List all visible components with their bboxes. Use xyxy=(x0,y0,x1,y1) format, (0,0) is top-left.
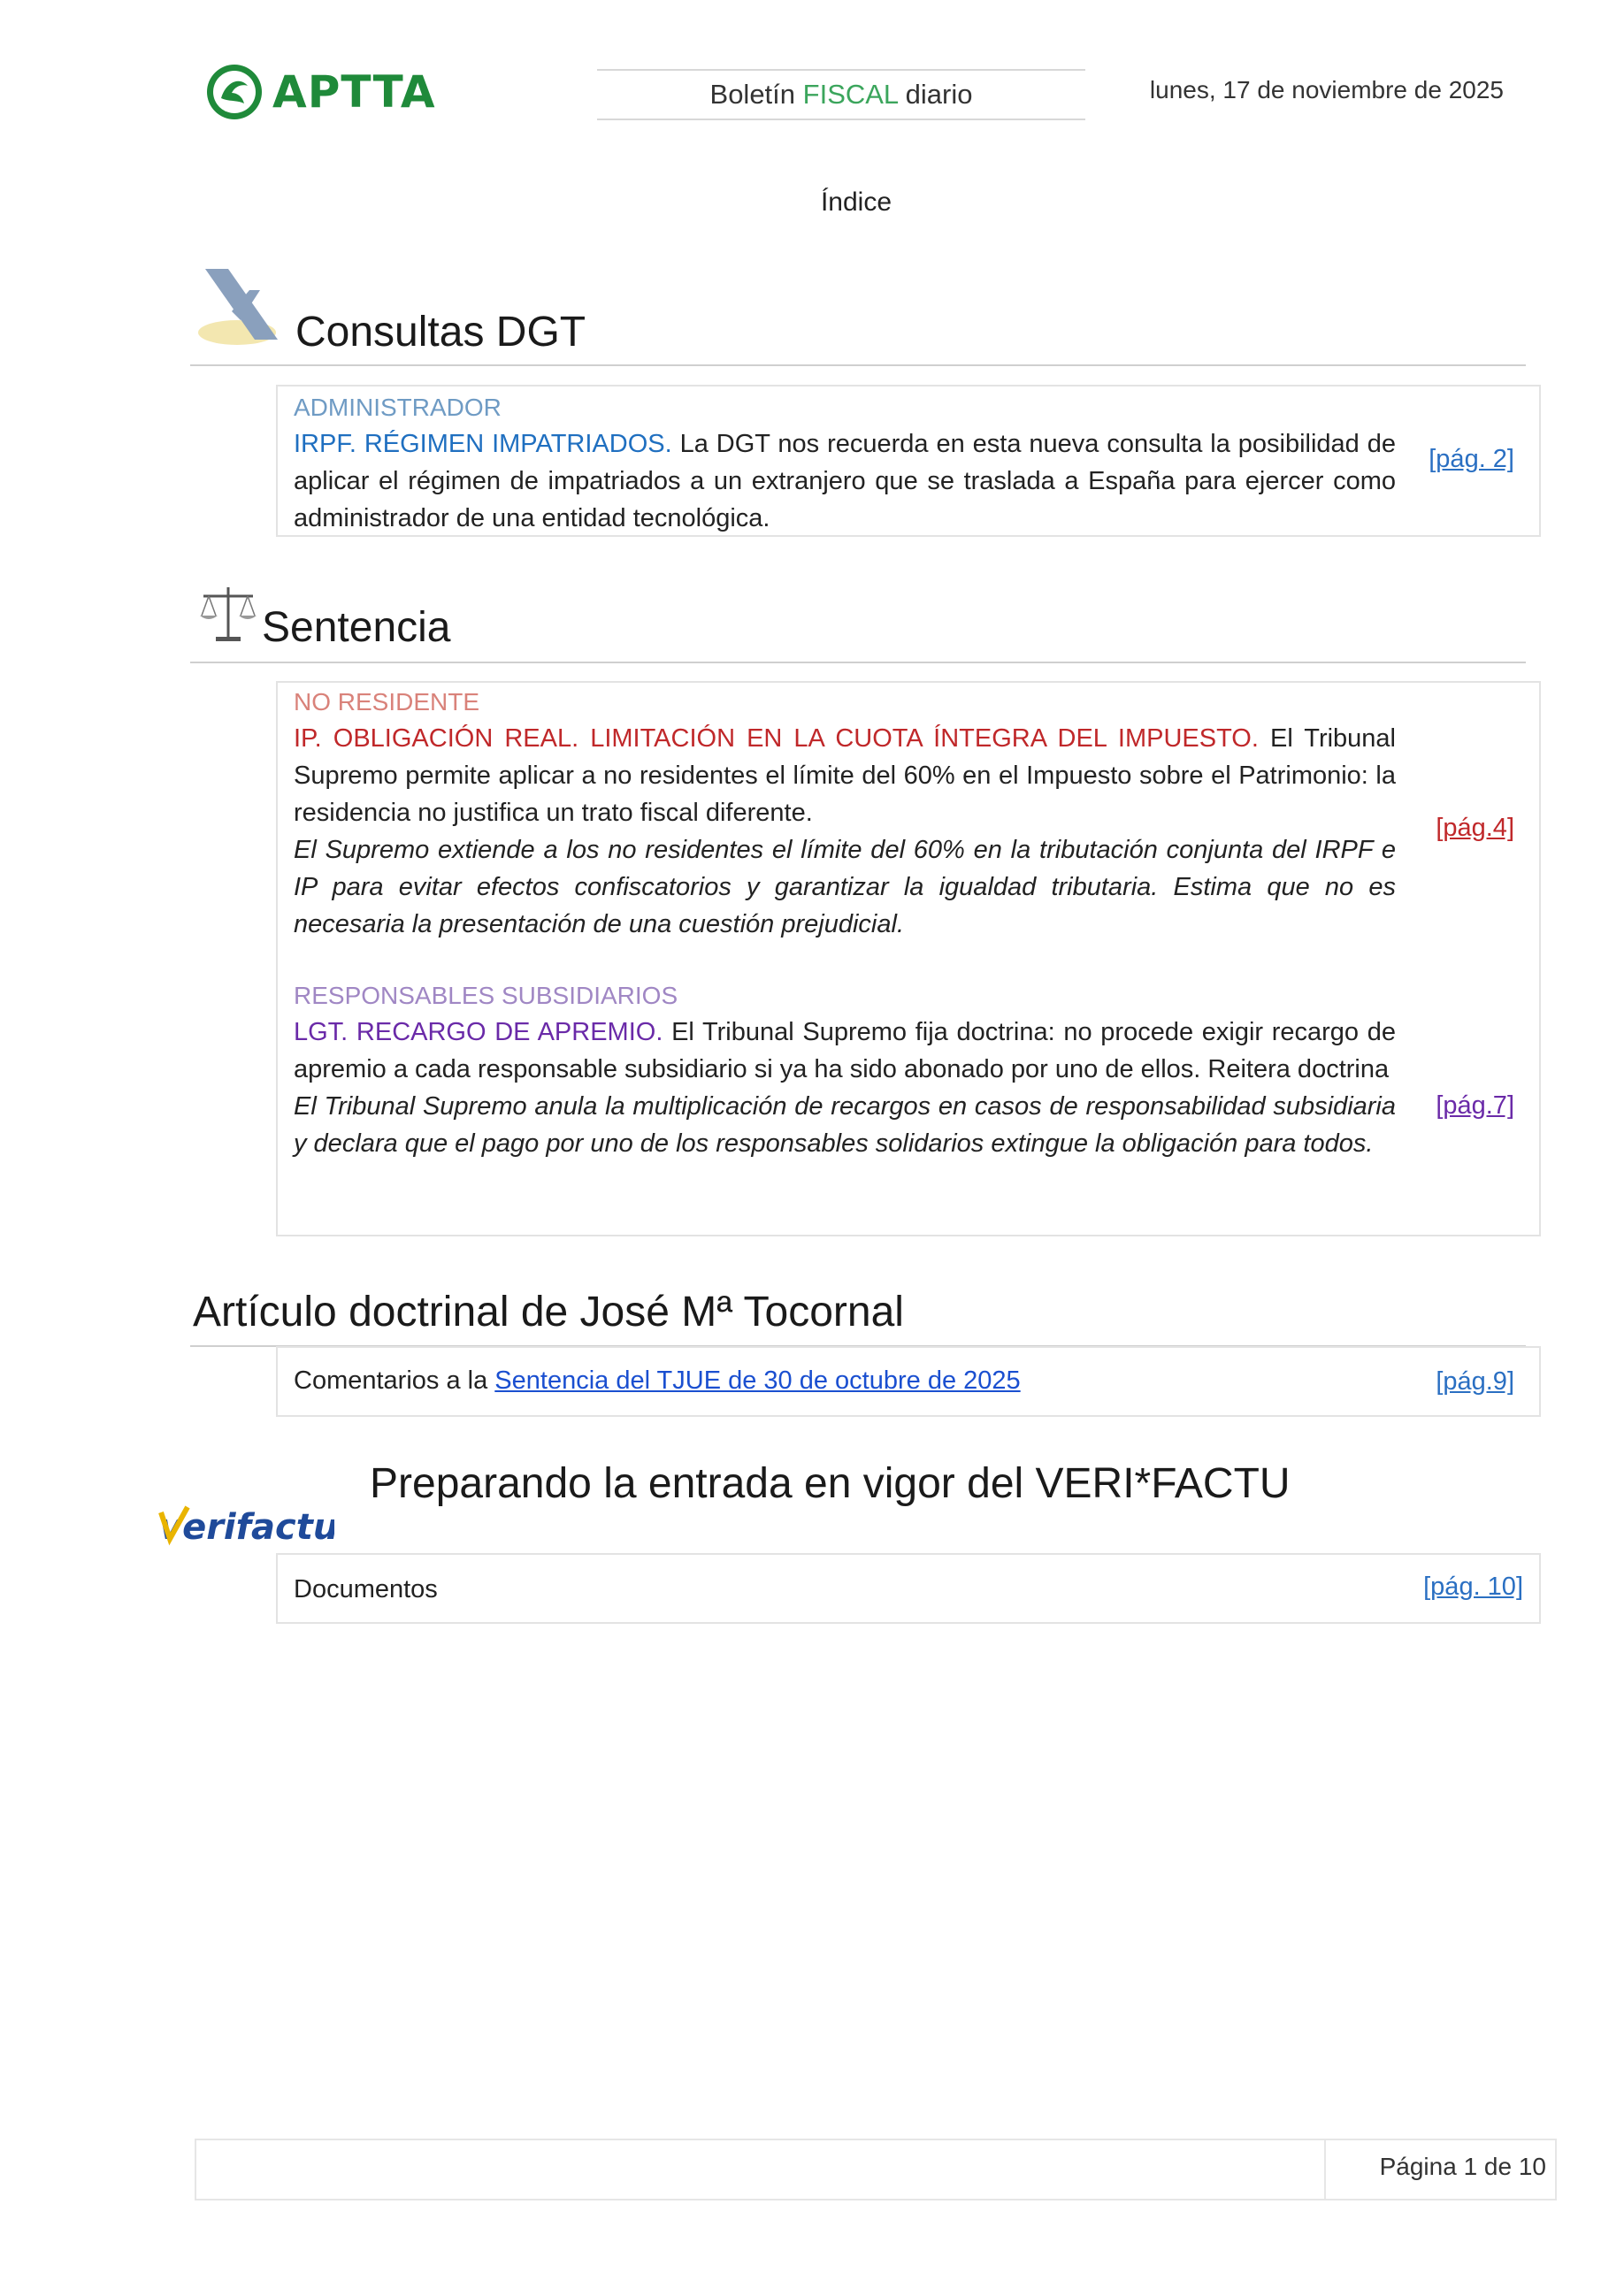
fiscal-highlight: FISCAL xyxy=(802,79,899,110)
page-number: Página 1 de 10 xyxy=(1379,2153,1546,2180)
verifactu-logo-text: verifactu xyxy=(159,1507,334,1548)
entry-text xyxy=(294,425,1396,537)
entry-text: Documentos xyxy=(294,1575,438,1603)
entry-text: Comentarios a la Sentencia del TJUE de 30 de octubre de 2025 xyxy=(294,1366,1021,1395)
entry-body: El Tribunal Supremo permite aplicar a no residentes el límite del 60% en el Impuesto sobre el Patrimonio: la residencia no justifica un trato fiscal diferente. xyxy=(294,724,1397,827)
sentencia-entry-no-residente xyxy=(294,685,1396,943)
entry-headline: IP. OBLIGACIÓN REAL. LIMITACIÓN EN LA CUOTA ÍNTEGRA DEL IMPUESTO. xyxy=(294,724,1259,753)
aptta-logo xyxy=(205,58,462,126)
logo-text: APTTA xyxy=(272,66,436,118)
category-label: NO RESIDENTE xyxy=(294,688,480,716)
section-title-articulo: Artículo doctrinal de José Mª Tocornal xyxy=(193,1289,904,1336)
verifactu-logo xyxy=(157,1500,334,1550)
entry-text xyxy=(294,720,1396,831)
scales-icon xyxy=(196,582,260,646)
section-title-sentencia: Sentencia xyxy=(262,604,451,651)
section-divider xyxy=(190,662,1526,663)
entry-summary: El Tribunal Supremo anula la multiplicación de recargos en casos de responsabilidad subsidiaria y declara que el pago por uno de los responsables solidarios extingue la obligación para todos. xyxy=(294,1092,1396,1158)
entry-box-sentencia xyxy=(276,681,1541,1236)
entry-box-consultas xyxy=(276,385,1541,537)
category-label: RESPONSABLES SUBSIDIARIOS xyxy=(294,982,678,1009)
section-title-verifactu: Preparando la entrada en vigor del VERI*FACTU xyxy=(370,1460,1291,1507)
category-label: ADMINISTRADOR xyxy=(294,394,502,421)
page-ref-link[interactable]: [pág.4] xyxy=(1436,814,1514,842)
entry-box-articulo xyxy=(276,1346,1541,1417)
entry-headline: IRPF. RÉGIMEN IMPATRIADOS. xyxy=(294,430,672,458)
aptta-emblem-icon xyxy=(205,63,264,121)
section-divider xyxy=(190,364,1526,366)
entry-box-verifactu xyxy=(276,1553,1541,1624)
page-ref-link[interactable]: [pág. 10] xyxy=(1423,1573,1523,1601)
bulletin-title: Boletín FISCAL diario xyxy=(597,69,1085,120)
footer-divider xyxy=(1324,2139,1326,2200)
entry-body: El Tribunal Supremo fija doctrina: no procede exigir recargo de apremio a cada responsable subsidiario si ya ha sido abonado por uno de ellos. Reitera doctrina xyxy=(294,1018,1396,1083)
page-ref-link[interactable]: [pág.7] xyxy=(1436,1091,1514,1120)
bulletin-date: lunes, 17 de noviembre de 2025 xyxy=(1149,76,1504,103)
page-ref-link[interactable]: [pág.9] xyxy=(1436,1367,1514,1396)
aeat-logo-icon xyxy=(196,265,285,347)
entry-headline: LGT. RECARGO DE APREMIO. xyxy=(294,1018,663,1046)
tjue-sentence-link[interactable]: Sentencia del TJUE de 30 de octubre de 2025 xyxy=(494,1366,1021,1395)
entry-text xyxy=(294,1014,1396,1088)
page-ref-link[interactable]: [pág. 2] xyxy=(1429,445,1514,473)
section-title-consultas: Consultas DGT xyxy=(295,309,586,356)
sentencia-entry-responsables xyxy=(294,978,1396,1162)
index-heading: Índice xyxy=(820,188,892,217)
entry-body: La DGT nos recuerda en esta nueva consulta la posibilidad de aplicar el régimen de impatriados a un extranjero que se traslada a España para ejercer como administrador de una entidad tecnológica. xyxy=(294,430,1396,532)
entry-summary: El Supremo extiende a los no residentes el límite del 60% en la tributación conjunta del IRPF e IP para evitar efectos confiscatorios y garantizar la igualdad tributaria. Estima que no es necesaria la presentación de una cuestión prejudicial. xyxy=(294,836,1396,938)
